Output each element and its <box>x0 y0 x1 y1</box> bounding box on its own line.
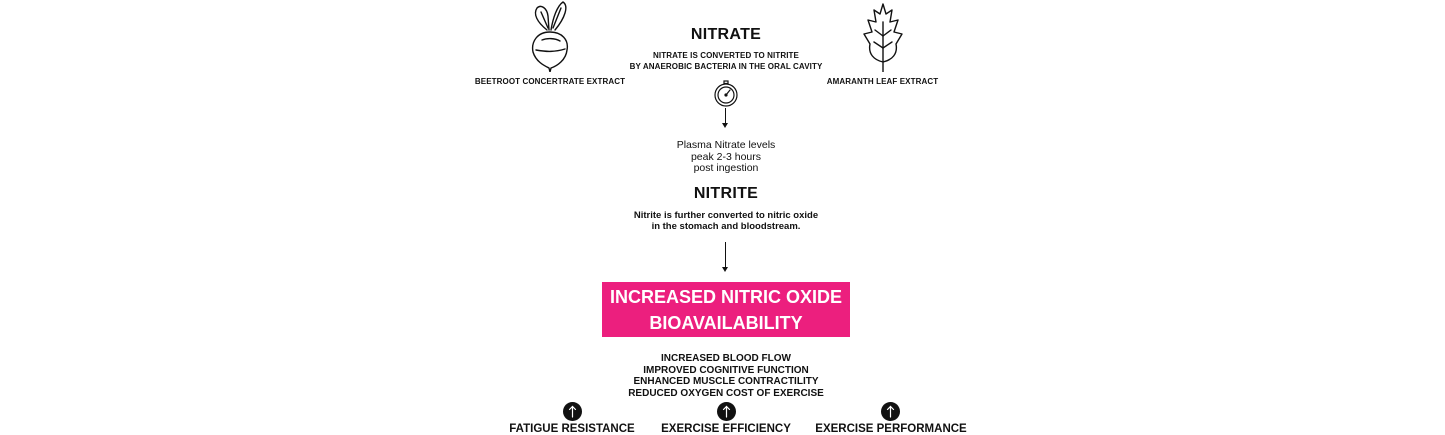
plasma-line-3: post ingestion <box>693 162 759 174</box>
flow-arrow-2-line <box>725 242 726 268</box>
plasma-line-1: Plasma Nitrate levels <box>676 139 776 151</box>
nitrite-description-line-1: Nitrite is further converted to nitric oxide <box>633 210 819 221</box>
plasma-text <box>626 140 826 175</box>
plasma-line-2: peak 2-3 hours <box>690 150 762 163</box>
beetroot-icon <box>527 0 573 72</box>
beetroot-label: BEETROOT CONCERTRATE EXTRACT <box>474 77 626 86</box>
timer-gauge-icon <box>712 80 740 108</box>
outcome-exercise-efficiency: EXERCISE EFFICIENCY <box>661 423 791 435</box>
nitrate-description <box>576 50 876 72</box>
callout-line-2: BIOAVAILABILITY <box>649 312 803 333</box>
amaranth-label: AMARANTH LEAF EXTRACT <box>826 77 939 86</box>
flow-arrow-2-head <box>722 267 728 272</box>
benefit-item: ENHANCED MUSCLE CONTRACTILITY <box>633 376 819 387</box>
nitrite-description <box>576 210 876 232</box>
benefit-item: IMPROVED COGNITIVE FUNCTION <box>643 364 809 376</box>
nitrite-description-line-2: in the stomach and bloodstream. <box>651 221 801 232</box>
nitrate-description-line-2: BY ANAEROBIC BACTERIA IN THE ORAL CAVITY <box>629 62 823 71</box>
flow-arrow-1-line <box>725 108 726 124</box>
outcome-exercise-performance: EXERCISE PERFORMANCE <box>815 423 967 435</box>
nitrate-description-line-1: NITRATE IS CONVERTED TO NITRITE <box>653 51 799 60</box>
up-arrow-icon <box>881 402 900 421</box>
outcome-fatigue-resistance: FATIGUE RESISTANCE <box>509 423 635 435</box>
benefit-item: INCREASED BLOOD FLOW <box>661 353 791 364</box>
benefit-item: REDUCED OXYGEN COST OF EXERCISE <box>628 387 824 399</box>
up-arrow-icon <box>563 402 582 421</box>
up-arrow-icon <box>717 402 736 421</box>
nitrite-title: NITRITE <box>693 185 759 202</box>
benefits-list <box>576 353 876 399</box>
callout-line-1: INCREASED NITRIC OXIDE <box>609 286 843 307</box>
nitric-oxide-callout <box>602 282 850 337</box>
nitrate-title: NITRATE <box>690 26 762 43</box>
flow-arrow-1-head <box>722 123 728 128</box>
